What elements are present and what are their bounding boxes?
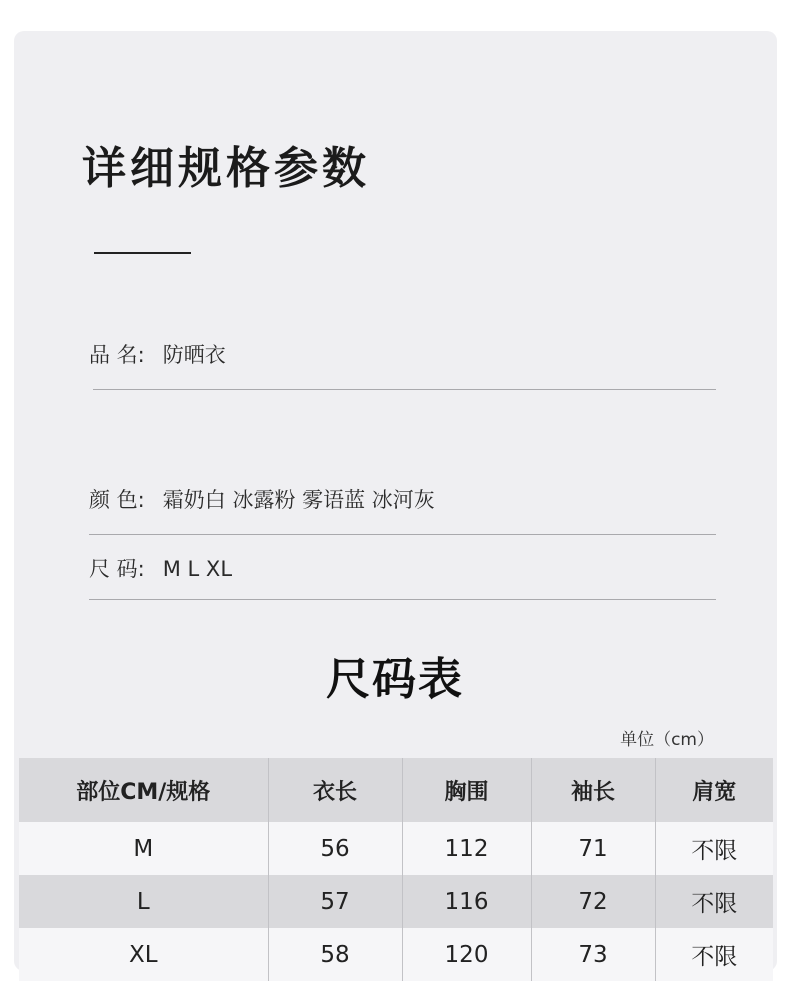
table-cell: 57 (268, 875, 402, 928)
table-cell: 不限 (691, 838, 738, 864)
title-underline (94, 252, 191, 254)
table-cell: 73 (531, 928, 655, 981)
table-cell: 120 (402, 928, 531, 981)
column-header: 袖长 (531, 758, 655, 822)
table-row (19, 928, 773, 981)
table-cell: 71 (531, 822, 655, 875)
column-header: 部位CM/规格 (19, 758, 268, 822)
divider (89, 534, 716, 535)
table-cell: 58 (268, 928, 402, 981)
table-cell: 116 (402, 875, 531, 928)
spec-row-color (89, 485, 435, 515)
spec-value-name: 防晒衣 (162, 343, 226, 367)
table-cell: 72 (531, 875, 655, 928)
table-row (19, 822, 773, 875)
table-header-row (19, 758, 773, 822)
unit-label: 单位（cm） (620, 730, 714, 750)
divider (93, 389, 716, 390)
column-header: 衣长 (268, 758, 402, 822)
table-cell: 112 (402, 822, 531, 875)
size-table (19, 758, 773, 981)
table-cell: XL (19, 928, 268, 981)
table-cell: L (19, 875, 268, 928)
spec-row-size (89, 554, 232, 584)
size-chart-title: 尺码表 (326, 654, 464, 705)
divider (89, 599, 716, 600)
table-cell: 56 (268, 822, 402, 875)
spec-value-color: 霜奶白 冰露粉 雾语蓝 冰河灰 (162, 488, 435, 512)
spec-label-color: 颜 色: (89, 488, 145, 512)
table-cell: 不限 (691, 891, 738, 917)
column-header: 肩宽 (692, 779, 737, 805)
table-cell: 不限 (691, 944, 738, 970)
page-title: 详细规格参数 (82, 143, 370, 194)
spec-row-name (89, 340, 226, 370)
column-header: 胸围 (402, 758, 531, 822)
table-cell: M (19, 822, 268, 875)
spec-value-size: M L XL (162, 557, 233, 581)
table-row (19, 875, 773, 928)
spec-label-size: 尺 码: (89, 557, 145, 581)
spec-label-name: 品 名: (89, 343, 145, 367)
